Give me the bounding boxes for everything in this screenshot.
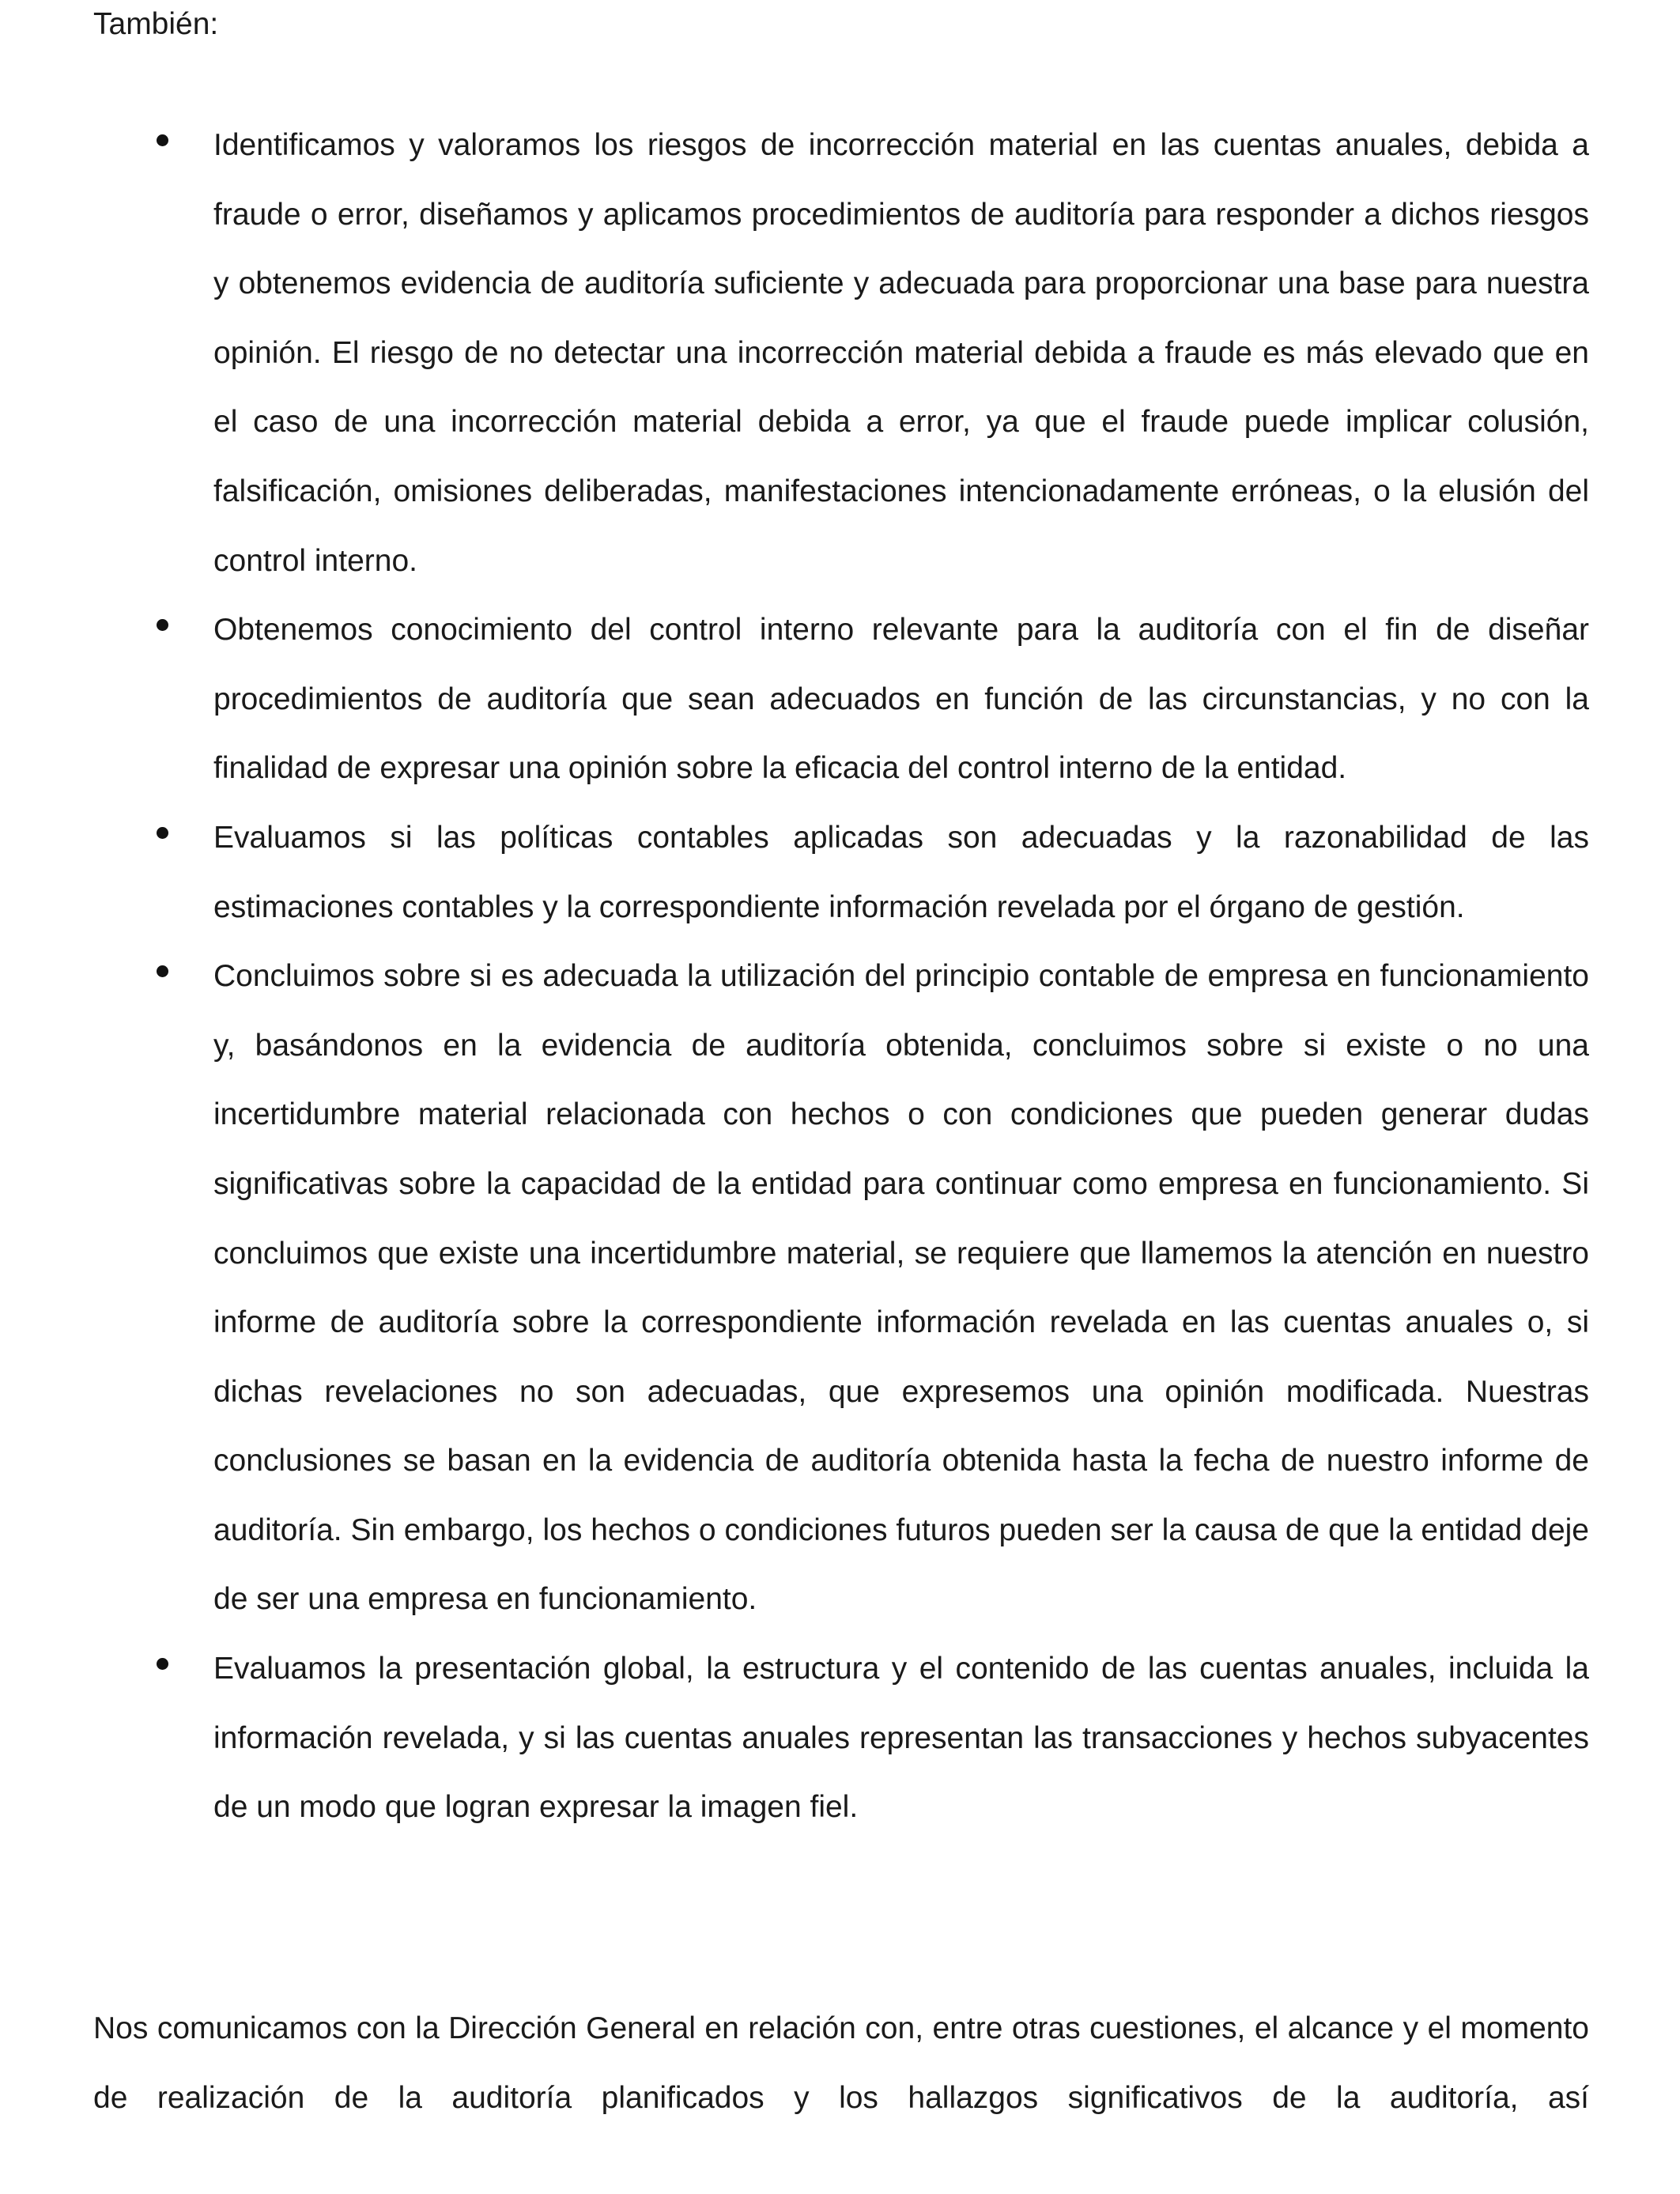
- bullet-item-5: [0, 1634, 1680, 1842]
- bullet-text: Evaluamos si las políticas contables aplicadas son adecuadas y la razonabilidad de las estimaciones contables y la correspondiente información revelada por el órgano de gestión.: [213, 820, 1589, 924]
- bullet-item-2: [0, 595, 1680, 803]
- bullet-icon: [157, 619, 168, 631]
- closing-paragraph: Nos comunicamos con la Dirección General en relación con, entre otras cuestiones, el alcance y el momento de realización de la auditoría planificados y los hallazgos significativos de la auditoría, así: [93, 2011, 1589, 2115]
- intro-text: También:: [93, 7, 219, 41]
- bullet-text: Identificamos y valoramos los riesgos de incorrección material en las cuentas anuales, debida a fraude o error, diseñamos y aplicamos procedimientos de auditoría para responder a dichos riesgos y obtenemos evidencia de auditoría suficiente y adecuada para proporcionar una base para nuestra opinión. El riesgo de no detectar una incorrección material debida a fraude es más elevado que en el caso de una incorrección material debida a error, ya que el fraude puede implicar colusión, falsificación, omisiones deliberadas, manifestaciones intencionadamente erróneas, o la elusión del control interno.: [213, 128, 1589, 578]
- bullet-text: Concluimos sobre si es adecuada la utilización del principio contable de empresa en funcionamiento y, basándonos en la evidencia de auditoría obtenida, concluimos sobre si existe o no una incertidumbre material relacionada con hechos o con condiciones que pueden generar dudas significativas sobre la capacidad de la entidad para continuar como empresa en funcionamiento. Si concluimos que existe una incertidumbre material, se requiere que llamemos la atención en nuestro informe de auditoría sobre la correspondiente información revelada en las cuentas anuales o, si dichas revelaciones no son adecuadas, que expresemos una opinión modificada. Nuestras conclusiones se basan en la evidencia de auditoría obtenida hasta la fecha de nuestro informe de auditoría. Sin embargo, los hechos o condiciones futuros pueden ser la causa de que la entidad deje de ser una empresa en funcionamiento.: [213, 959, 1589, 1617]
- bullet-item-1: [0, 111, 1680, 595]
- bullet-item-4: [0, 942, 1680, 1634]
- bullet-item-3: [0, 803, 1680, 942]
- bullet-icon: [157, 827, 168, 839]
- bullet-list: [0, 111, 1680, 1842]
- bullet-icon: [157, 1658, 168, 1670]
- bullet-icon: [157, 965, 168, 977]
- bullet-text: Evaluamos la presentación global, la estructura y el contenido de las cuentas anuales, incluida la información revelada, y si las cuentas anuales representan las transacciones y hechos subyacentes de un modo que logran expresar la imagen fiel.: [213, 1652, 1589, 1825]
- bullet-icon: [157, 134, 168, 146]
- bullet-text: Obtenemos conocimiento del control interno relevante para la auditoría con el fin de diseñar procedimientos de auditoría que sean adecuados en función de las circunstancias, y no con la finalidad de expresar una opinión sobre la eficacia del control interno de la entidad.: [213, 613, 1589, 786]
